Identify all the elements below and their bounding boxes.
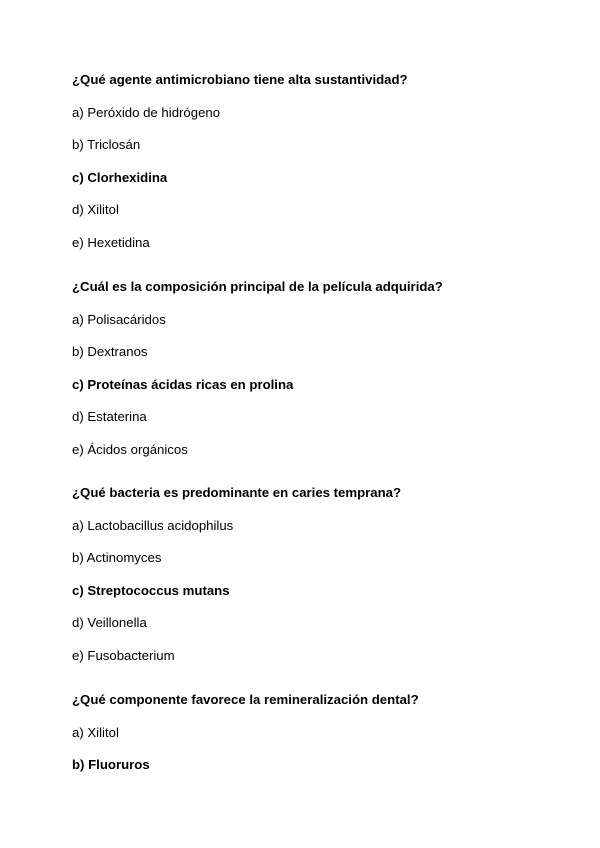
question-text: ¿Cuál es la composición principal de la película adquirida? — [72, 279, 443, 294]
answer-option: b) Actinomyces — [72, 550, 162, 565]
answer-option: d) Veillonella — [72, 615, 147, 630]
correct-answer-option: c) Streptococcus mutans — [72, 582, 230, 598]
answer-option: e) Ácidos orgánicos — [72, 441, 188, 457]
question-block — [72, 692, 572, 773]
correct-answer-option: c) Proteínas ácidas ricas en prolina — [72, 376, 294, 392]
answer-option: a) Peróxido de hidrógeno — [72, 104, 221, 120]
question-text: ¿Qué bacteria es predominante en caries temprana? — [72, 485, 402, 500]
answer-option: a) Xilitol — [72, 724, 119, 740]
correct-answer-option: c) Clorhexidina — [72, 169, 168, 185]
answer-option: d) Xilitol — [72, 202, 119, 217]
question-block — [72, 72, 572, 251]
answer-option: a) Polisacáridos — [72, 311, 166, 327]
question-block — [72, 279, 572, 458]
answer-option: b) Dextranos — [72, 344, 148, 359]
correct-answer-option: b) Fluoruros — [72, 757, 150, 772]
answer-option: e) Fusobacterium — [72, 647, 175, 663]
question-text: ¿Qué componente favorece la remineralización dental? — [72, 692, 419, 707]
answer-option: b) Triclosán — [72, 137, 141, 152]
question-text: ¿Qué agente antimicrobiano tiene alta sustantividad? — [72, 72, 408, 87]
answer-option: a) Lactobacillus acidophilus — [72, 517, 234, 533]
answer-option: d) Estaterina — [72, 409, 147, 424]
question-block — [72, 485, 572, 664]
answer-option: e) Hexetidina — [72, 234, 150, 250]
